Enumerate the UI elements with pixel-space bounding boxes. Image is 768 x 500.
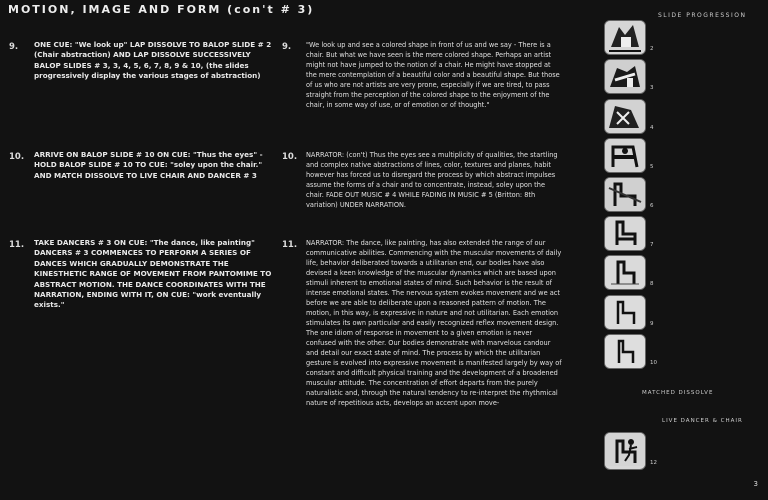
page-header: MOTION, IMAGE AND FORM (con't # 3)	[8, 3, 315, 16]
slide-number: 7	[650, 242, 654, 248]
narration-number: 9.	[282, 42, 292, 52]
abstract-chair-image	[605, 100, 645, 133]
cue-text: TAKE DANCERS # 3 ON CUE: "The dance, like painting" DANCERS # 3 COMMENCES TO PERFORM A SERIES OF DANCES WHICH GRADUALLY DEMONSTRATE THE KINESTHETIC RANGE OF MOVEMENT FROM PANTOMIME TO ABSTRACT MOTION. THE DANCE COORDINATES WITH THE NARRATION, ENDING WITH IT, ON CUE: "work eventually exists."	[34, 238, 272, 310]
slide-thumbnail	[604, 216, 646, 251]
slide-number: 2	[650, 46, 654, 52]
slide-thumbnail	[604, 177, 646, 212]
abstract-chair-image	[605, 178, 645, 211]
abstract-chair-image	[605, 21, 645, 54]
slide-thumbnail	[604, 432, 646, 470]
narration-text: NARRATOR: The dance, like painting, has also extended the range of our communicative abilities. Commencing with the muscular movements of daily life, behavior deliberated towards a utilitarian end, our bodies have also devised a keen knowledge of the muscular dynamics which are based upon stimuli inherent to emotional states of mind. Such behavior is the result of intense emotional states. The nervous system evokes movement and we act before we are able to deliberate upon a reasoned pattern of motion. The motion, in this way, is expressive in nature and not utilitarian. Each emotion stimulates its own particular and easily recognized reflex movement design. The one idiom of response in movement to a given emotion is never confused with the other. Our bodies demonstrate with marvelous candour and detail our exact state of mind. The process by which the utilitarian gesture is evolved into expressive movement is manifested largely by way of constant and difficult physical training and the development of a broadened muscular attitude. The concentration of effort departs from the purely naturalistic and, through the natural tendency to re-interpret the rhythmical nature of repetitious acts, develops an accent upon move-	[306, 239, 562, 407]
chair-image	[605, 335, 645, 368]
caption-matched-dissolve: MATCHED DISSOLVE	[642, 390, 714, 396]
slide-number: 5	[650, 164, 654, 170]
slide-number: 4	[650, 125, 654, 131]
slide-thumbnail	[604, 255, 646, 290]
row-number: 9.	[9, 42, 19, 52]
chair-image	[605, 296, 645, 329]
chair-image	[605, 256, 645, 289]
abstract-chair-image	[605, 139, 645, 172]
narration-text: NARRATOR: (con't) Thus the eyes see a multiplicity of qualities, the startling and complex native abstractions of lines, color, textures and planes, habit however has forced us to disregard the process by which abstract impulses assume the forms of a chair and to concentrate, instead, soley upon the chair. FADE OUT MUSIC # 4 WHILE FADING IN MUSIC # 5 (Britton: 8th variation) UNDER NARRATION.	[306, 151, 558, 209]
narration-number: 10.	[282, 152, 298, 162]
slide-number: 8	[650, 281, 654, 287]
chair-image	[605, 217, 645, 250]
cue-text: ONE CUE: "We look up" LAP DISSOLVE TO BALOP SLIDE # 2 (Chair abstraction) AND LAP DISSOLVE SUCCESSIVELY BALOP SLIDES # 3, 3, 4, 5, 6, 7, 8, 9 & 10, (the slides progressively display the various stages of abstraction)	[34, 40, 272, 81]
page-number: 3	[753, 480, 758, 488]
slide-thumbnail	[604, 334, 646, 369]
slide-thumbnail	[604, 59, 646, 94]
cue-text: ARRIVE ON BALOP SLIDE # 10 ON CUE: "Thus the eyes" - HOLD BALOP SLIDE # 10 TO CUE: "soley upon the chair." AND MATCH DISSOLVE TO LIVE CHAIR AND DANCER # 3	[34, 150, 263, 180]
row-number: 10.	[9, 152, 25, 162]
narration-text: "We look up and see a colored shape in front of us and we say - There is a chair. But what we have seen is the mere colored shape. Perhaps an artist might not have jumped to the notion of a chair. He might have stopped at the mere contemplation of a beautiful color and a beautiful shape. But those of us who are not artists are very prone, especially if we are tired, to pass straight from the perception of the colored shape to the enjoyment of the chair, in some way of use, or of emotion or of thought."	[306, 41, 560, 109]
dancer-and-chair-image	[605, 433, 645, 466]
narration-number: 11.	[282, 240, 298, 250]
slide-number: 10	[650, 360, 657, 366]
slide-progression-strip	[596, 12, 764, 482]
slide-thumbnail	[604, 295, 646, 330]
slide-thumbnail	[604, 138, 646, 173]
slide-thumbnail	[604, 20, 646, 55]
row-number: 11.	[9, 240, 25, 250]
slide-number: 9	[650, 321, 654, 327]
slide-number: 12	[650, 460, 657, 466]
slide-thumbnail	[604, 99, 646, 134]
caption-live-dancer: LIVE DANCER & CHAIR	[662, 418, 743, 424]
slide-number: 3	[650, 85, 654, 91]
strip-title: SLIDE PROGRESSION	[658, 12, 747, 19]
slide-number: 6	[650, 203, 654, 209]
abstract-chair-image	[605, 60, 645, 93]
